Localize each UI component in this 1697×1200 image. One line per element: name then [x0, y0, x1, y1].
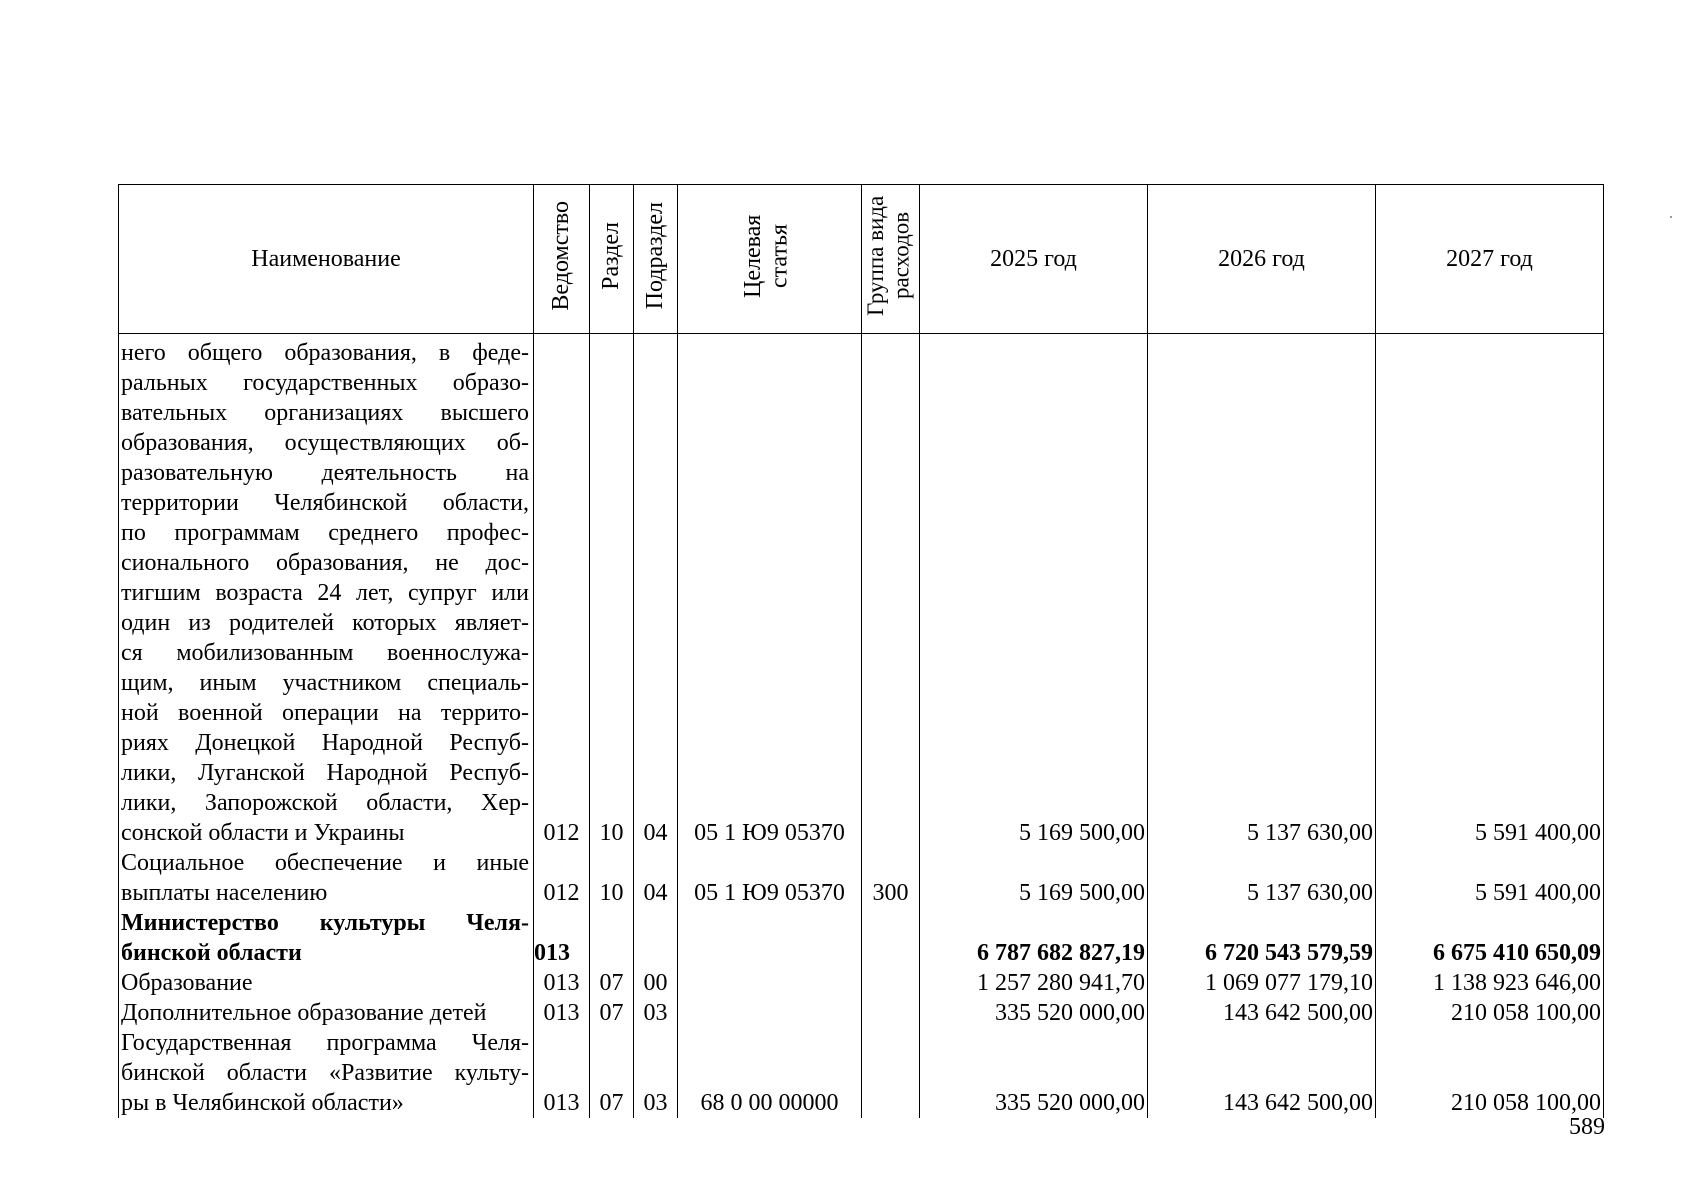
row-razdel: 10	[590, 848, 634, 908]
row-name-line: вательных организациях высшего	[121, 400, 529, 426]
row-razdel: 07	[590, 968, 634, 998]
header-gruppa: Группа вида расходов	[862, 185, 920, 334]
row-celevaya	[678, 998, 862, 1028]
row-value-2026: 143 642 500,00	[1148, 998, 1376, 1028]
row-podrazdel: 00	[634, 968, 678, 998]
table-row	[119, 908, 1604, 968]
row-value-2025: 1 257 280 941,70	[920, 968, 1148, 998]
row-name-line: Государственная программа Челя-	[121, 1030, 529, 1056]
row-vedomstvo: 012	[534, 848, 590, 908]
row-name-line: Дополнительное образование детей	[121, 1000, 487, 1026]
row-value-2025: 335 520 000,00	[920, 1028, 1148, 1118]
row-value-2027: 210 058 100,00	[1376, 1028, 1604, 1118]
row-name-line: бинской области «Развитие культу-	[121, 1060, 529, 1086]
row-name-line: ральных государственных образо-	[121, 370, 529, 396]
row-value-2026: 6 720 543 579,59	[1148, 908, 1376, 968]
row-gruppa	[862, 968, 920, 998]
row-name-line: Министерство культуры Челя-	[121, 910, 529, 936]
row-value-2025: 6 787 682 827,19	[920, 908, 1148, 968]
row-value-2025: 335 520 000,00	[920, 998, 1148, 1028]
row-name	[119, 334, 534, 849]
row-value-2026: 1 069 077 179,10	[1148, 968, 1376, 998]
row-podrazdel: 03	[634, 998, 678, 1028]
row-name-line: сионального образования, не дос-	[121, 550, 529, 576]
row-name-line: него общего образования, в феде-	[121, 340, 529, 366]
row-vedomstvo: 013	[534, 908, 590, 968]
table-header-row	[119, 185, 1604, 334]
row-name-line: бинской области	[121, 940, 302, 966]
header-vedomstvo: Ведомство	[534, 185, 590, 334]
row-value-2027: 210 058 100,00	[1376, 998, 1604, 1028]
row-name-line: лики, Запорожской области, Хер-	[121, 790, 529, 816]
row-name-line: по программам среднего профес-	[121, 520, 529, 546]
table-row	[119, 998, 1604, 1028]
row-razdel: 10	[590, 334, 634, 849]
row-celevaya	[678, 908, 862, 968]
row-gruppa	[862, 1028, 920, 1118]
table-body	[119, 334, 1604, 1119]
row-gruppa	[862, 334, 920, 849]
page-number: 589	[1569, 1114, 1605, 1140]
row-value-2025: 5 169 500,00	[920, 334, 1148, 849]
budget-sheet	[118, 184, 1603, 1118]
row-name	[119, 968, 534, 998]
header-2027: 2027 год	[1376, 185, 1604, 334]
row-celevaya	[678, 968, 862, 998]
table-row	[119, 1028, 1604, 1118]
table-row	[119, 968, 1604, 998]
row-name-line: сонской области и Украины	[121, 820, 405, 846]
table-row	[119, 848, 1604, 908]
row-name-line: тигшим возраста 24 лет, супруг или	[121, 580, 529, 606]
header-razdel: Раздел	[590, 185, 634, 334]
row-gruppa	[862, 908, 920, 968]
header-2025: 2025 год	[920, 185, 1148, 334]
row-razdel	[590, 908, 634, 968]
row-gruppa	[862, 998, 920, 1028]
header-name: Наименование	[119, 185, 534, 334]
row-value-2027: 6 675 410 650,09	[1376, 908, 1604, 968]
row-value-2025: 5 169 500,00	[920, 848, 1148, 908]
row-podrazdel: 03	[634, 1028, 678, 1118]
row-name-line: территории Челябинской области,	[121, 490, 529, 516]
row-vedomstvo: 013	[534, 998, 590, 1028]
row-name-line: выплаты населению	[121, 880, 328, 906]
row-value-2027: 1 138 923 646,00	[1376, 968, 1604, 998]
row-value-2027: 5 591 400,00	[1376, 334, 1604, 849]
row-gruppa: 300	[862, 848, 920, 908]
row-name	[119, 848, 534, 908]
row-value-2026: 5 137 630,00	[1148, 334, 1376, 849]
row-name-line: Образование	[121, 970, 253, 996]
row-name-line: ся мобилизованным военнослужа-	[121, 640, 529, 666]
table-row	[119, 334, 1604, 849]
row-value-2027: 5 591 400,00	[1376, 848, 1604, 908]
row-podrazdel: 04	[634, 848, 678, 908]
row-name	[119, 998, 534, 1028]
row-podrazdel	[634, 908, 678, 968]
row-celevaya: 68 0 00 00000	[678, 1028, 862, 1118]
row-name	[119, 908, 534, 968]
row-celevaya: 05 1 Ю9 05370	[678, 334, 862, 849]
row-value-2026: 5 137 630,00	[1148, 848, 1376, 908]
row-razdel: 07	[590, 1028, 634, 1118]
row-vedomstvo: 012	[534, 334, 590, 849]
header-2026: 2026 год	[1148, 185, 1376, 334]
row-name-line: образования, осуществляющих об-	[121, 430, 529, 456]
row-name-line: риях Донецкой Народной Респуб-	[121, 730, 529, 756]
row-name-line: Социальное обеспечение и иные	[121, 850, 529, 876]
header-celevaya: Целевая статья	[678, 185, 862, 334]
row-name-line: разовательную деятельность на	[121, 460, 529, 486]
row-name-line: один из родителей которых являет-	[121, 610, 529, 636]
header-podrazdel: Подраздел	[634, 185, 678, 334]
row-value-2026: 143 642 500,00	[1148, 1028, 1376, 1118]
scan-speck	[1670, 216, 1672, 218]
row-name-line: ры в Челябинской области»	[121, 1090, 404, 1116]
row-name-line: ной военной операции на террито-	[121, 700, 529, 726]
row-podrazdel: 04	[634, 334, 678, 849]
row-name-line: лики, Луганской Народной Респуб-	[121, 760, 529, 786]
row-name-line: щим, иным участником специаль-	[121, 670, 529, 696]
row-vedomstvo: 013	[534, 1028, 590, 1118]
row-razdel: 07	[590, 998, 634, 1028]
row-celevaya: 05 1 Ю9 05370	[678, 848, 862, 908]
row-vedomstvo: 013	[534, 968, 590, 998]
budget-table	[118, 184, 1604, 1118]
row-name	[119, 1028, 534, 1118]
